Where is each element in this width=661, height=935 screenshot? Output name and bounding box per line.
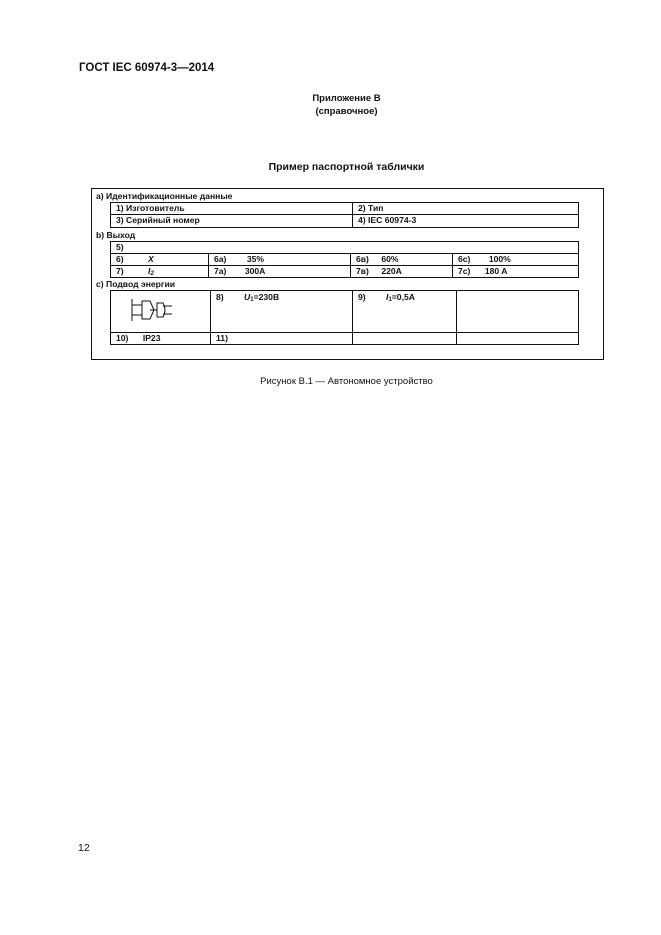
table-row — [111, 203, 578, 215]
row-7-number: 7) — [116, 266, 124, 276]
document-header: ГОСТ IEC 60974-3—2014 — [79, 62, 215, 74]
supply-voltage-cell: 8) $U_1=230B$ — [210, 291, 352, 332]
current-7b: 7в) 220A — [350, 266, 452, 277]
section-c-label: c) Подвод энергии — [96, 279, 176, 289]
empty-cell — [456, 291, 578, 332]
duty-cycle-6c: 6c) 100% — [452, 254, 578, 265]
figure-caption: Рисунок В.1 — Автономное устройство — [260, 376, 433, 387]
table-row — [111, 291, 578, 333]
page-number: 12 — [78, 842, 90, 854]
duty-cycle-6b: 6в) 60% — [350, 254, 452, 265]
type-cell: 2) Тип — [352, 203, 578, 214]
row-6-number: 6) — [116, 254, 124, 264]
figure-title: Пример паспортной таблички — [268, 161, 425, 173]
empty-cell — [456, 333, 578, 344]
duty-cycle-symbol: X — [148, 254, 154, 264]
identification-box — [110, 202, 579, 228]
standard-cell: 4) IEC 60974-3 — [352, 215, 578, 227]
duty-cycle-label — [111, 254, 208, 265]
table-row — [111, 215, 578, 227]
table-row — [110, 265, 579, 278]
power-supply-box — [110, 290, 579, 345]
current-7c: 7c) 180 A — [452, 266, 578, 277]
section-b-label: b) Выход — [96, 230, 136, 240]
appendix-title: Приложение B — [312, 93, 381, 104]
manufacturer-cell: 1) Изготовитель — [116, 203, 185, 213]
rating-plate — [91, 188, 604, 360]
plug-symbol-cell — [111, 291, 210, 332]
empty-cell — [352, 333, 456, 344]
duty-cycle-6a: 6a) 35% — [208, 254, 350, 265]
output-row-5: 5) — [116, 242, 124, 252]
appendix-note: (справочное) — [315, 106, 378, 117]
current-7a: 7a) 300A — [208, 266, 350, 277]
serial-number-cell: 3) Серийный номер — [116, 215, 200, 225]
output-current-label — [111, 266, 208, 277]
section-a-label: a) Идентификационные данные — [96, 191, 233, 201]
field-11-cell: 11) — [210, 333, 352, 344]
ip-rating-cell: 10) IP23 — [116, 333, 161, 343]
supply-current-cell: 9) $I_1=0,5A$ — [352, 291, 456, 332]
plug-icon — [130, 295, 180, 325]
current-symbol: $I_2$ — [148, 266, 154, 277]
table-row — [111, 333, 578, 344]
